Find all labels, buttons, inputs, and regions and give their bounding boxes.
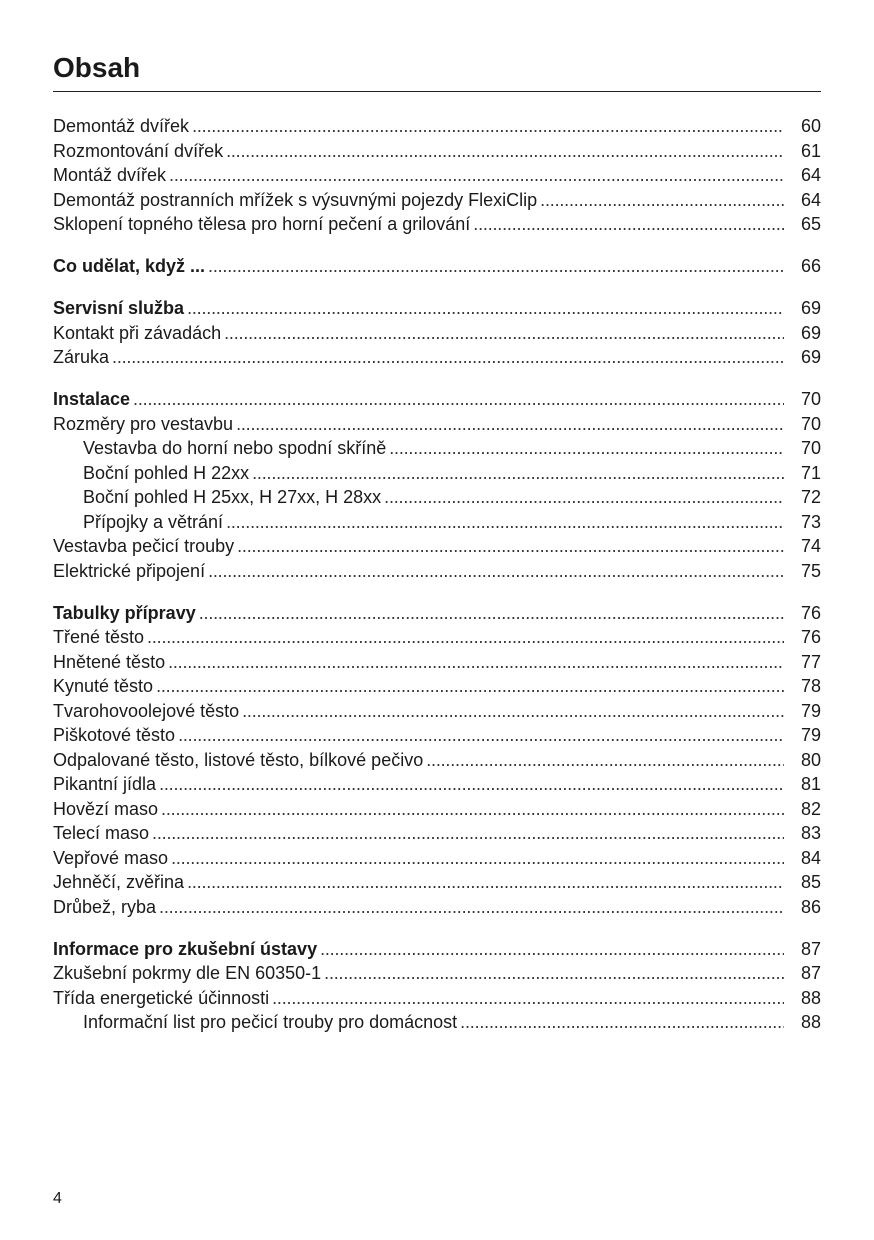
toc-entry-page: 65 xyxy=(800,214,821,234)
toc-entry-page: 76 xyxy=(800,602,821,623)
toc-entry-page: 73 xyxy=(800,511,821,532)
toc-dot-leader xyxy=(426,748,784,773)
toc-entry[interactable] xyxy=(53,674,821,699)
toc-entry[interactable] xyxy=(53,723,821,748)
toc-dot-leader xyxy=(540,188,784,213)
page-number: 4 xyxy=(53,1190,62,1207)
toc-dot-leader xyxy=(156,674,784,699)
toc-entry[interactable] xyxy=(53,436,821,461)
toc-entry-page: 80 xyxy=(800,749,821,770)
toc-entry-label: Piškotové těsto xyxy=(53,725,176,745)
toc-entry-label: Demontáž postranních mřížek s výsuvnými pojezdy FlexiClip xyxy=(53,189,538,210)
toc-entry-page: 87 xyxy=(800,963,821,983)
toc-section xyxy=(53,601,821,920)
toc-entry[interactable] xyxy=(53,345,821,370)
title-divider xyxy=(53,91,821,92)
toc-entry-label: Přípojky a větrání xyxy=(83,511,224,532)
toc-entry-label: Zkušební pokrmy dle EN 60350-1 xyxy=(53,963,322,983)
toc-entry[interactable] xyxy=(53,772,821,797)
toc-entry-page: 86 xyxy=(800,896,821,917)
toc-dot-leader xyxy=(320,937,784,962)
toc-heading-entry[interactable] xyxy=(53,296,821,321)
toc-entry[interactable] xyxy=(53,895,821,920)
toc-dot-leader xyxy=(272,986,784,1011)
toc-entry-label: Hnětené těsto xyxy=(53,651,166,672)
toc-entry[interactable] xyxy=(53,870,821,895)
toc-entry-label: Hovězí maso xyxy=(53,798,159,819)
toc-dot-leader xyxy=(187,870,784,895)
toc-entry[interactable] xyxy=(53,650,821,675)
toc-entry-page: 76 xyxy=(800,627,821,647)
toc-entry[interactable] xyxy=(53,485,821,510)
toc-entry-label: Boční pohled H 25xx, H 27xx, H 28xx xyxy=(83,487,382,507)
toc-entry[interactable] xyxy=(53,797,821,822)
table-of-contents xyxy=(53,114,821,1052)
toc-entry-page: 64 xyxy=(800,189,821,210)
toc-entry-page: 85 xyxy=(800,872,821,892)
toc-dot-leader xyxy=(384,485,784,510)
page-title: Obsah xyxy=(53,52,141,83)
toc-heading-entry[interactable] xyxy=(53,937,821,962)
toc-dot-leader xyxy=(161,797,784,822)
toc-dot-leader xyxy=(133,387,784,412)
toc-entry-label: Informace pro zkušební ústavy xyxy=(53,938,318,959)
toc-dot-leader xyxy=(199,601,784,626)
toc-entry[interactable] xyxy=(53,139,821,164)
toc-entry-label: Boční pohled H 22xx xyxy=(83,462,250,483)
toc-entry-page: 83 xyxy=(800,823,821,843)
toc-entry[interactable] xyxy=(53,510,821,535)
toc-entry-page: 87 xyxy=(800,938,821,959)
toc-dot-leader xyxy=(159,772,784,797)
toc-entry[interactable] xyxy=(53,625,821,650)
toc-entry-label: Instalace xyxy=(53,389,131,409)
toc-entry[interactable] xyxy=(53,461,821,486)
toc-dot-leader xyxy=(159,895,784,920)
toc-entry-label: Rozmontování dvířek xyxy=(53,140,224,161)
toc-entry-page: 79 xyxy=(800,725,821,745)
toc-dot-leader xyxy=(324,961,784,986)
toc-entry[interactable] xyxy=(53,748,821,773)
toc-entry-page: 69 xyxy=(800,322,821,343)
toc-entry[interactable] xyxy=(53,163,821,188)
toc-section xyxy=(53,387,821,583)
toc-entry-label: Třída energetické účinnosti xyxy=(53,987,270,1008)
toc-entry-page: 77 xyxy=(800,651,821,672)
toc-dot-leader xyxy=(236,412,784,437)
toc-entry-label: Sklopení topného tělesa pro horní pečení a grilování xyxy=(53,214,471,234)
toc-dot-leader xyxy=(187,296,784,321)
toc-section xyxy=(53,296,821,370)
toc-entry-label: Rozměry pro vestavbu xyxy=(53,413,234,434)
toc-entry-page: 75 xyxy=(800,560,821,581)
toc-entry-page: 81 xyxy=(800,774,821,794)
toc-entry-page: 70 xyxy=(800,389,821,409)
toc-entry[interactable] xyxy=(53,1010,821,1035)
toc-dot-leader xyxy=(473,212,784,237)
toc-section xyxy=(53,114,821,237)
toc-entry-page: 69 xyxy=(800,347,821,367)
toc-entry[interactable] xyxy=(53,961,821,986)
toc-dot-leader xyxy=(242,699,784,724)
toc-entry-page: 78 xyxy=(800,676,821,696)
toc-dot-leader xyxy=(171,846,784,871)
toc-section xyxy=(53,254,821,279)
toc-dot-leader xyxy=(152,821,784,846)
toc-dot-leader xyxy=(460,1010,784,1035)
toc-entry-page: 82 xyxy=(800,798,821,819)
toc-entry[interactable] xyxy=(53,559,821,584)
toc-dot-leader xyxy=(147,625,784,650)
toc-dot-leader xyxy=(178,723,784,748)
toc-entry-label: Tvarohovoolejové těsto xyxy=(53,700,240,721)
toc-dot-leader xyxy=(237,534,784,559)
toc-entry[interactable] xyxy=(53,821,821,846)
toc-entry-label: Co udělat, když ... xyxy=(53,256,206,276)
toc-entry-label: Informační list pro pečicí trouby pro domácnost xyxy=(83,1012,458,1032)
toc-dot-leader xyxy=(224,321,784,346)
toc-entry-label: Kontakt při závadách xyxy=(53,322,222,343)
toc-entry-page: 61 xyxy=(800,140,821,161)
toc-dot-leader xyxy=(226,139,784,164)
toc-entry-label: Jehněčí, zvěřina xyxy=(53,872,185,892)
toc-entry-page: 84 xyxy=(800,847,821,868)
toc-entry[interactable] xyxy=(53,321,821,346)
toc-heading-entry[interactable] xyxy=(53,601,821,626)
toc-entry-page: 70 xyxy=(800,438,821,458)
toc-entry-label: Vepřové maso xyxy=(53,847,169,868)
toc-entry-page: 72 xyxy=(800,487,821,507)
toc-entry-page: 60 xyxy=(800,116,821,136)
toc-entry-label: Odpalované těsto, listové těsto, bílkové pečivo xyxy=(53,749,424,770)
toc-entry[interactable] xyxy=(53,212,821,237)
toc-entry-page: 88 xyxy=(800,1012,821,1032)
toc-entry[interactable] xyxy=(53,412,821,437)
toc-entry[interactable] xyxy=(53,846,821,871)
toc-dot-leader xyxy=(208,254,784,279)
toc-entry-label: Záruka xyxy=(53,347,110,367)
toc-entry[interactable] xyxy=(53,534,821,559)
toc-heading-entry[interactable] xyxy=(53,387,821,412)
toc-dot-leader xyxy=(112,345,784,370)
toc-entry-label: Demontáž dvířek xyxy=(53,116,190,136)
toc-heading-entry[interactable] xyxy=(53,254,821,279)
toc-entry-label: Tabulky přípravy xyxy=(53,602,196,623)
toc-entry-label: Kynuté těsto xyxy=(53,676,154,696)
toc-entry-label: Vestavba pečicí trouby xyxy=(53,536,235,556)
toc-entry[interactable] xyxy=(53,114,821,139)
toc-entry-label: Pikantní jídla xyxy=(53,774,157,794)
toc-entry-label: Servisní služba xyxy=(53,298,185,318)
toc-entry-label: Telecí maso xyxy=(53,823,150,843)
toc-dot-leader xyxy=(192,114,784,139)
toc-section xyxy=(53,937,821,1035)
toc-dot-leader xyxy=(169,163,784,188)
toc-entry-page: 69 xyxy=(800,298,821,318)
toc-entry-label: Montáž dvířek xyxy=(53,165,167,185)
toc-dot-leader xyxy=(252,461,784,486)
toc-entry[interactable] xyxy=(53,986,821,1011)
toc-entry-page: 71 xyxy=(800,462,821,483)
toc-entry[interactable] xyxy=(53,699,821,724)
toc-entry-label: Drůbež, ryba xyxy=(53,896,157,917)
toc-entry-page: 88 xyxy=(800,987,821,1008)
toc-dot-leader xyxy=(226,510,784,535)
toc-entry-label: Elektrické připojení xyxy=(53,560,206,581)
toc-entry-page: 70 xyxy=(800,413,821,434)
toc-entry-page: 79 xyxy=(800,700,821,721)
toc-entry[interactable] xyxy=(53,188,821,213)
toc-entry-page: 74 xyxy=(800,536,821,556)
toc-dot-leader xyxy=(168,650,784,675)
toc-entry-label: Vestavba do horní nebo spodní skříně xyxy=(83,438,387,458)
toc-dot-leader xyxy=(389,436,784,461)
toc-dot-leader xyxy=(208,559,784,584)
toc-entry-page: 64 xyxy=(800,165,821,185)
toc-entry-page: 66 xyxy=(800,256,821,276)
toc-entry-label: Třené těsto xyxy=(53,627,145,647)
